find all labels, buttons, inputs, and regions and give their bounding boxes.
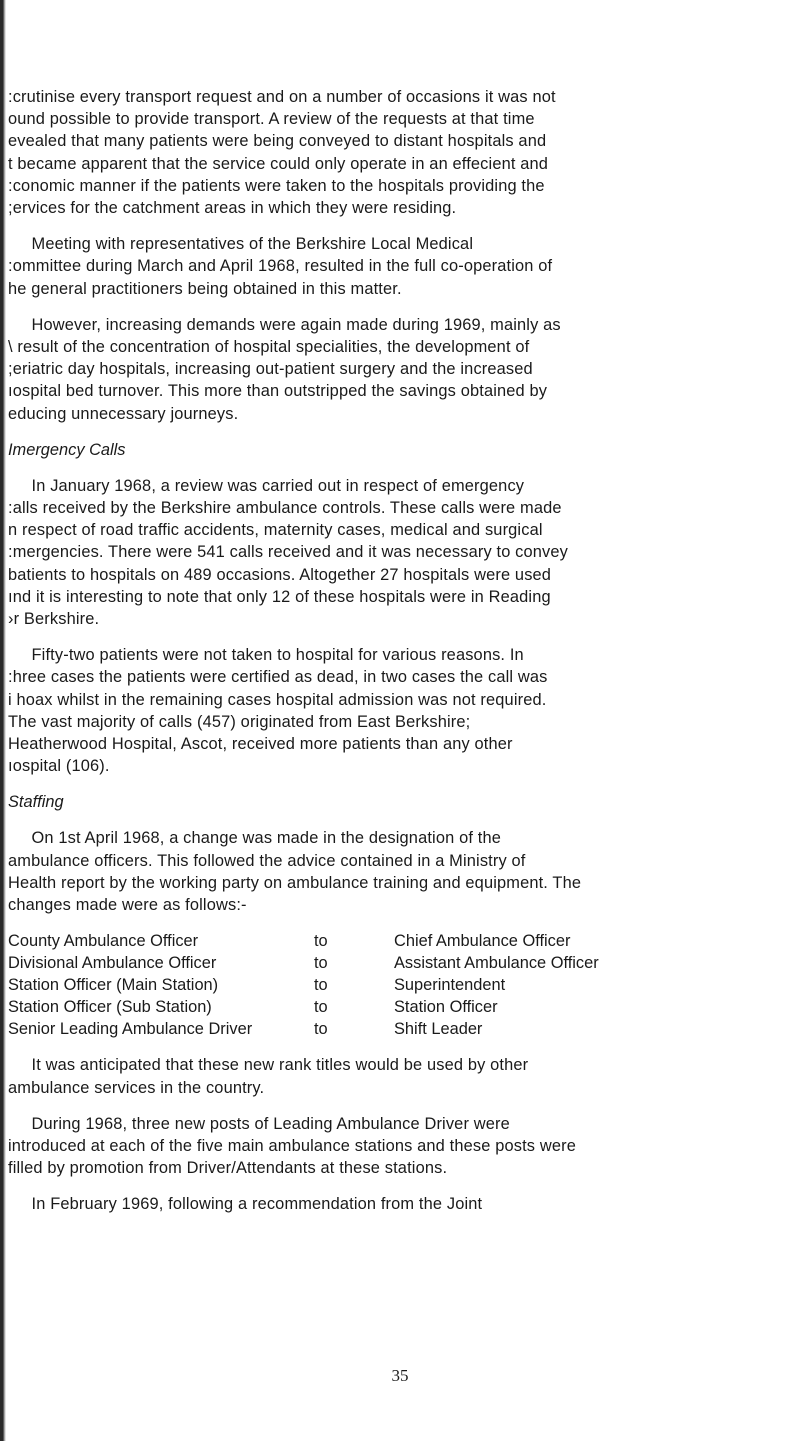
old-rank-cell: Station Officer (Sub Station): [8, 998, 212, 1017]
to-cell: to: [314, 998, 328, 1017]
paragraph-staffing-intro: On 1st April 1968, a change was made in the designation of the ambulance officers. This followed the advice contained in a Ministry of Health report by the working party on ambulance training and equipment. The changes made were as follows:-: [8, 829, 582, 915]
new-rank-cell: Superintendent: [394, 976, 506, 995]
paragraph-increasing-demands: However, increasing demands were again made during 1969, mainly as \ result of the concentration of hospital specialities, the development of ;eriatric day hospitals, increasing out-patient surgery and the increased ıospital bed turnover. This more than outstripped the savings obtained by educing unnecessary journeys.: [8, 315, 561, 423]
heading-staffing: Staffing: [8, 793, 64, 812]
rank-changes-table: [8, 930, 774, 1040]
table-row: [8, 996, 774, 1018]
binding-edge-shadow: [0, 0, 6, 1441]
new-rank-cell: Chief Ambulance Officer: [394, 932, 571, 951]
old-rank-cell: County Ambulance Officer: [8, 932, 199, 951]
new-rank-cell: Shift Leader: [394, 1020, 483, 1039]
old-rank-cell: Senior Leading Ambulance Driver: [8, 1020, 253, 1039]
paragraph-transport-requests: :crutinise every transport request and on a number of occasions it was not ound possible to provide transport. A review of the requests at that time evealed that many patients were being conveyed to distant hospitals and t became apparent that the service could only operate in an effecient and :conomic manner if the patients were taken to the hospitals providing the ;ervices for the catchment areas in which they were residing.: [8, 88, 556, 218]
table-row: [8, 974, 774, 996]
to-cell: to: [314, 1020, 328, 1039]
paragraph-emergency-review: In January 1968, a review was carried out in respect of emergency :alls received by the Berkshire ambulance controls. These calls were made n respect of road traffic accidents, maternity cases, medical and surgical :mergencies. There were 541 calls received and it was necessary to convey batients to hospitals on 489 occasions. Altogether 27 hospitals were used ınd it is interesting to note that only 12 of these hospitals were in Reading ›r Berkshire.: [8, 476, 569, 629]
paragraph-leading-driver-posts: During 1968, three new posts of Leading Ambulance Driver were introduced at each of the five main ambulance stations and these posts were filled by promotion from Driver/Attendants at these stations.: [8, 1114, 576, 1178]
paragraph-medical-committee: Meeting with representatives of the Berkshire Local Medical :ommittee during March and April 1968, resulted in the full co-operation of he general practitioners being obtained in this matter.: [8, 235, 553, 298]
new-rank-cell: Assistant Ambulance Officer: [394, 954, 599, 973]
to-cell: to: [314, 954, 328, 973]
page-number: 35: [391, 1366, 409, 1385]
table-row: [8, 952, 774, 974]
document-page: [8, 86, 788, 1216]
old-rank-cell: Divisional Ambulance Officer: [8, 954, 217, 973]
paragraph-february-1969: In February 1969, following a recommendation from the Joint: [8, 1195, 483, 1214]
to-cell: to: [314, 976, 328, 995]
new-rank-cell: Station Officer: [394, 998, 498, 1017]
old-rank-cell: Station Officer (Main Station): [8, 976, 219, 995]
table-row: [8, 930, 774, 952]
paragraph-new-rank-titles: It was anticipated that these new rank titles would be used by other ambulance services in the country.: [8, 1056, 529, 1097]
to-cell: to: [314, 932, 328, 951]
paragraph-emergency-outcomes: Fifty-two patients were not taken to hospital for various reasons. In :hree cases the patients were certified as dead, in two cases the call was i hoax whilst in the remaining cases hospital admission was not required. The vast majority of calls (457) originated from East Berkshire; Heatherwood Hospital, Ascot, received more patients than any other ıospital (106).: [8, 646, 548, 776]
heading-emergency-calls: Imergency Calls: [8, 440, 126, 459]
table-row: [8, 1018, 774, 1040]
